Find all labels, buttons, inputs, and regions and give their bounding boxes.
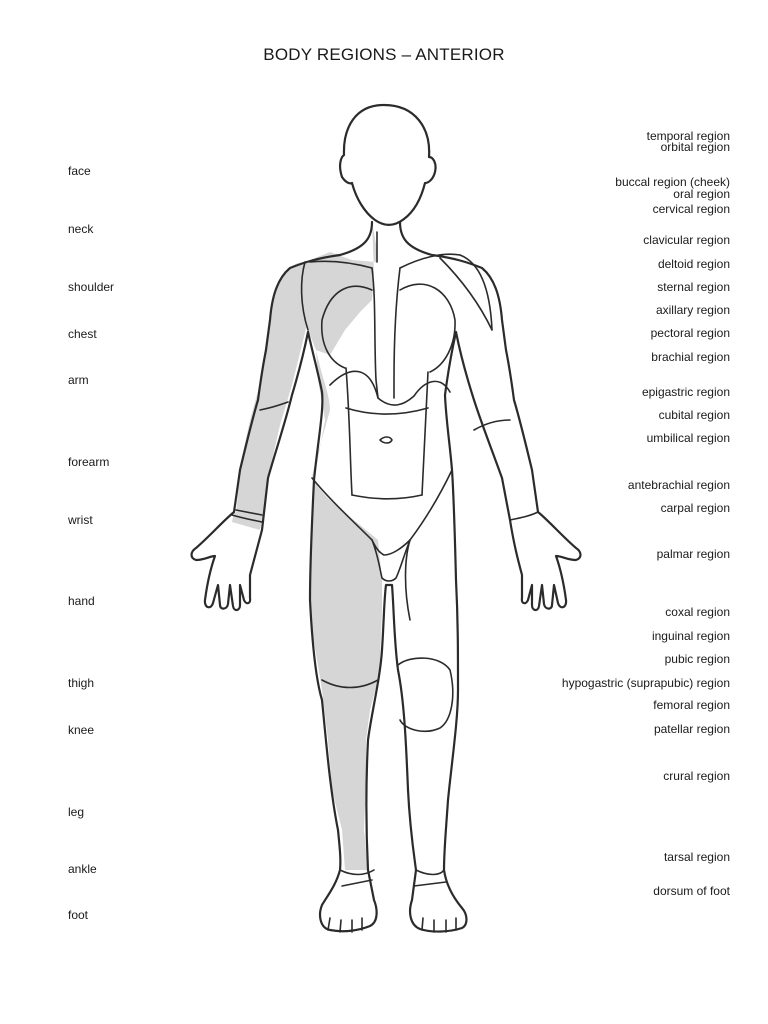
label-inguinal-region: inguinal region xyxy=(651,629,730,643)
label-dorsum-of-foot: dorsum of foot xyxy=(653,884,730,898)
label-palmar-region: palmar region xyxy=(656,547,730,561)
label-cubital-region: cubital region xyxy=(658,408,730,422)
label-carpal-region: carpal region xyxy=(660,501,730,515)
abdomen-vertical-left xyxy=(346,368,352,495)
label-crural-region: crural region xyxy=(663,769,730,783)
label-ankle: ankle xyxy=(68,862,97,876)
label-sternal-region: sternal region xyxy=(657,280,730,294)
sternum-right xyxy=(394,268,400,398)
label-epigastric-region: epigastric region xyxy=(641,385,730,399)
knee-right xyxy=(398,658,453,731)
abdomen-horizontal xyxy=(346,408,428,499)
label-hand: hand xyxy=(68,594,95,608)
label-orbital-region: orbital region xyxy=(660,140,730,154)
torso-outline xyxy=(192,222,581,932)
label-face: face xyxy=(68,164,91,178)
label-oral-region: oral region xyxy=(673,187,730,201)
head-outline xyxy=(340,105,435,225)
label-chest: chest xyxy=(68,327,97,341)
label-antebrachial-region: antebrachial region xyxy=(627,478,730,492)
umbilicus xyxy=(380,437,392,443)
label-buccal-region: buccal region (cheek) xyxy=(615,175,730,189)
label-wrist: wrist xyxy=(68,513,93,527)
page-title: BODY REGIONS – ANTERIOR xyxy=(263,45,505,64)
label-thigh: thigh xyxy=(68,676,95,690)
label-shoulder: shoulder xyxy=(68,280,115,294)
label-cervical-region: cervical region xyxy=(652,202,730,216)
label-coxal-region: coxal region xyxy=(665,605,730,619)
groin-right xyxy=(410,470,452,540)
label-patellar-region: patellar region xyxy=(653,722,730,736)
label-axillary-region: axillary region xyxy=(655,303,730,317)
pectoral-right xyxy=(400,284,455,372)
label-pubic-region: pubic region xyxy=(664,652,730,666)
label-femoral-region: femoral region xyxy=(653,698,730,712)
shaded-left-side xyxy=(232,222,382,870)
label-foot: foot xyxy=(68,908,89,922)
sternum-left xyxy=(372,268,378,398)
label-hypogastric-region: hypogastric (suprapubic) region xyxy=(561,676,730,690)
clavicle-right xyxy=(400,254,460,268)
label-umbilical-region: umbilical region xyxy=(646,431,730,445)
label-leg: leg xyxy=(68,805,85,819)
label-tarsal-region: tarsal region xyxy=(663,850,730,864)
abdomen-vertical-right xyxy=(422,372,428,495)
deltoid-right xyxy=(440,255,492,330)
label-arm: arm xyxy=(68,373,89,387)
label-deltoid-region: deltoid region xyxy=(657,257,730,271)
ankle-right xyxy=(414,870,446,886)
label-knee: knee xyxy=(68,723,95,737)
label-pectoral-region: pectoral region xyxy=(650,326,730,340)
label-temporal-region: temporal region xyxy=(646,129,730,143)
label-neck: neck xyxy=(68,222,94,236)
label-clavicular-region: clavicular region xyxy=(643,233,730,247)
label-forearm: forearm xyxy=(68,455,110,469)
label-brachial-region: brachial region xyxy=(651,350,730,364)
